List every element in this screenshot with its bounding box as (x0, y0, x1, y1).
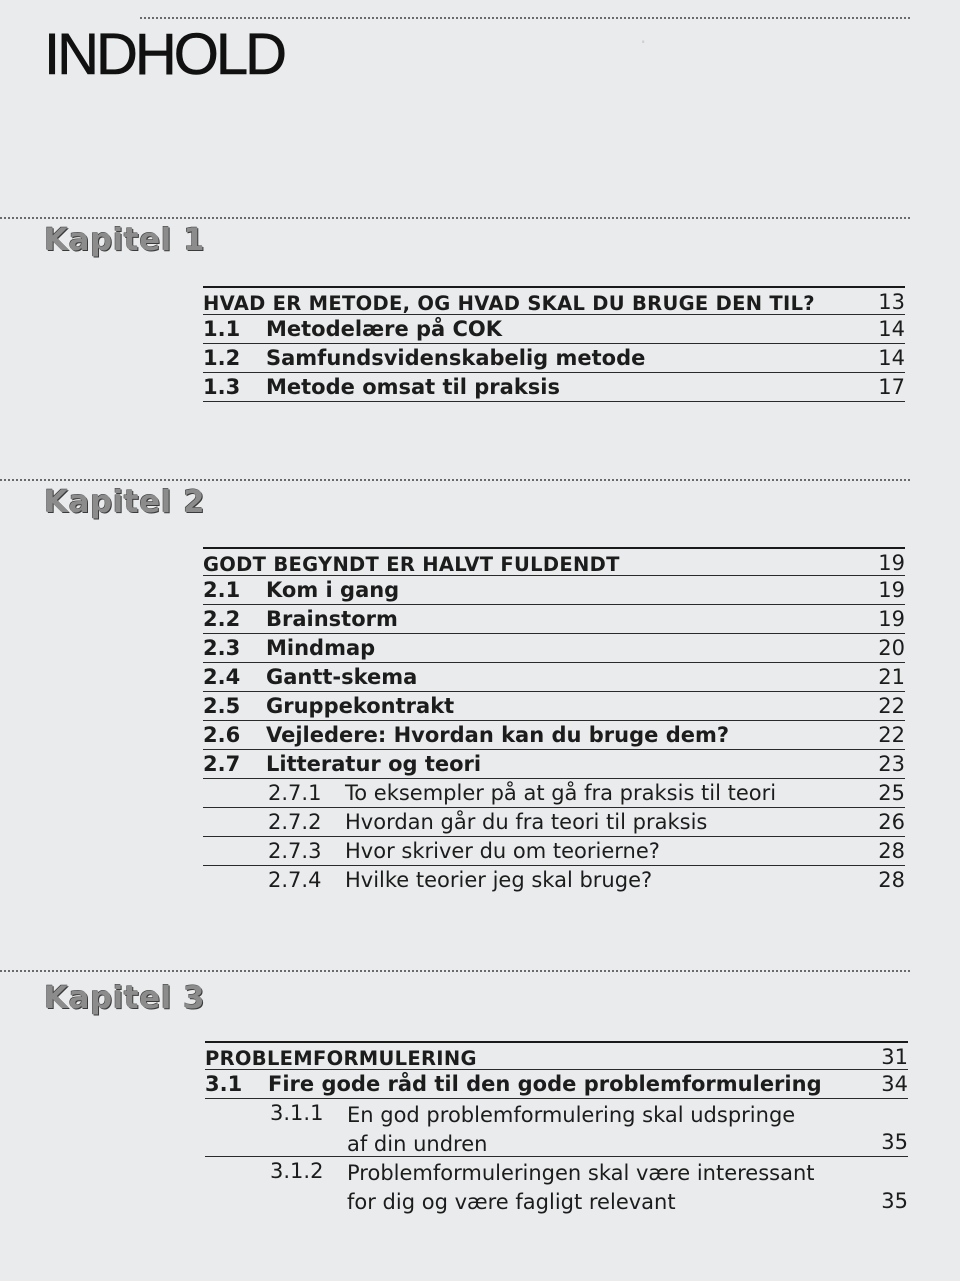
toc-entry-title: Fire gode råd til den gode problemformulering (268, 1072, 822, 1096)
toc-entry-title: Gantt-skema (266, 665, 418, 689)
toc-entry-title: Kom i gang (266, 578, 400, 602)
toc-section-number: 2.1 (203, 578, 241, 602)
toc-section-number: 3.1.1 (270, 1101, 324, 1125)
toc-page-number: 25 (878, 781, 905, 805)
toc-entry-title: En god problemformulering skal udspringe af din undren (347, 1103, 796, 1156)
toc-page-number: 23 (878, 752, 905, 776)
toc-row[interactable] (203, 808, 905, 837)
toc-page-number: 28 (878, 868, 905, 892)
toc-section-number: 2.7 (203, 752, 241, 776)
toc-entry-title: Metodelære på COK (266, 317, 503, 341)
toc-section-number: 1.3 (203, 375, 241, 399)
toc-entry-title: HVAD ER METODE, OG HVAD SKAL DU BRUGE DEN TIL? (203, 292, 815, 315)
toc-row[interactable] (203, 663, 905, 692)
chapter-heading: Kapitel 1 (44, 222, 206, 258)
toc-page-number: 19 (878, 551, 905, 575)
toc-page-number: 22 (878, 694, 905, 718)
toc-chapter-3 (205, 1041, 908, 1215)
toc-row[interactable] (203, 373, 905, 402)
toc-section-number: 2.3 (203, 636, 241, 660)
toc-row[interactable] (203, 866, 905, 895)
toc-row[interactable] (203, 315, 905, 344)
toc-entry-title: GODT BEGYNDT ER HALVT FULDENDT (203, 553, 620, 576)
top-dotted-rule (140, 17, 910, 19)
chapter-heading: Kapitel 3 (44, 980, 206, 1016)
toc-page-number: 14 (878, 346, 905, 370)
toc-section-number: 3.1 (205, 1072, 243, 1096)
toc-row[interactable] (203, 692, 905, 721)
toc-row[interactable] (203, 576, 905, 605)
toc-section-number: 2.2 (203, 607, 241, 631)
toc-page-number: 26 (878, 810, 905, 834)
toc-entry-title: Hvordan går du fra teori til praksis (345, 810, 708, 834)
toc-section-number: 3.1.2 (270, 1159, 324, 1183)
toc-row[interactable] (205, 1099, 908, 1157)
toc-page-number: 35 (881, 1189, 908, 1213)
toc-section-number: 1.1 (203, 317, 241, 341)
toc-page-number: 35 (881, 1130, 908, 1154)
toc-section-number: 2.5 (203, 694, 241, 718)
toc-section-number: 2.7.4 (268, 868, 322, 892)
toc-row[interactable] (203, 286, 905, 315)
toc-entry-title: Metode omsat til praksis (266, 375, 560, 399)
toc-row[interactable] (203, 750, 905, 779)
page-title: INDHOLD (44, 22, 285, 87)
toc-page-number: 28 (878, 839, 905, 863)
toc-page-number: 17 (878, 375, 905, 399)
toc-chapter-1 (203, 286, 905, 402)
toc-entry-title: Samfundsvidenskabelig metode (266, 346, 646, 370)
toc-section-number: 2.7.3 (268, 839, 322, 863)
toc-page-number: 13 (878, 290, 905, 314)
toc-section-number: 2.4 (203, 665, 241, 689)
toc-row[interactable] (205, 1070, 908, 1099)
chapter-divider (0, 479, 910, 481)
toc-entry-title: PROBLEMFORMULERING (205, 1047, 477, 1070)
chapter-divider (0, 970, 910, 972)
toc-page-number: 14 (878, 317, 905, 341)
toc-entry-title: Vejledere: Hvordan kan du bruge dem? (266, 723, 730, 747)
toc-entry-title: Mindmap (266, 636, 376, 660)
toc-row[interactable] (205, 1157, 908, 1215)
toc-page-number: 34 (881, 1072, 908, 1096)
toc-row[interactable] (203, 779, 905, 808)
toc-section-number: 2.6 (203, 723, 241, 747)
toc-page-number: 21 (878, 665, 905, 689)
toc-section-number: 2.7.1 (268, 781, 322, 805)
toc-section-number: 1.2 (203, 346, 241, 370)
toc-row[interactable] (203, 837, 905, 866)
toc-row[interactable] (205, 1041, 908, 1070)
toc-row[interactable] (203, 605, 905, 634)
toc-entry-title: Litteratur og teori (266, 752, 482, 776)
toc-page-number: 31 (881, 1045, 908, 1069)
toc-page-number: 20 (878, 636, 905, 660)
toc-row[interactable] (203, 721, 905, 750)
toc-chapter-2 (203, 547, 905, 895)
toc-row[interactable] (203, 344, 905, 373)
chapter-divider (0, 217, 910, 219)
toc-page-number: 19 (878, 607, 905, 631)
toc-entry-title: Brainstorm (266, 607, 398, 631)
toc-page-number: 19 (878, 578, 905, 602)
show-through-text: · (640, 30, 647, 54)
toc-entry-title: Hvilke teorier jeg skal bruge? (345, 868, 653, 892)
chapter-heading: Kapitel 2 (44, 484, 206, 520)
toc-page-number: 22 (878, 723, 905, 747)
toc-section-number: 2.7.2 (268, 810, 322, 834)
toc-row[interactable] (203, 634, 905, 663)
toc-entry-title: Hvor skriver du om teorierne? (345, 839, 660, 863)
toc-entry-title: To eksempler på at gå fra praksis til teori (345, 781, 777, 805)
toc-entry-title: Gruppekontrakt (266, 694, 455, 718)
toc-row[interactable] (203, 547, 905, 576)
toc-entry-title: Problemformuleringen skal være interessant for dig og være fagligt relevant (347, 1161, 815, 1214)
